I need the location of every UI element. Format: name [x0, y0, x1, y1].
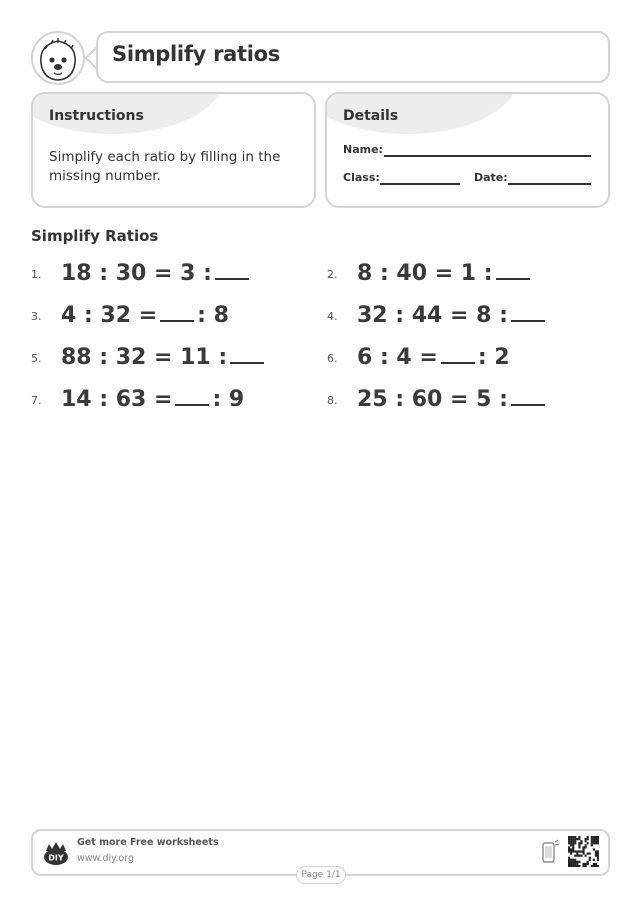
class-label: Class: [343, 171, 380, 184]
date-label: Date: [474, 171, 508, 184]
problem-7 [61, 386, 244, 412]
problem-expression-end: : 2 [477, 345, 510, 370]
problem-5 [61, 344, 267, 370]
details-card [325, 92, 610, 208]
problem-number: 5. [31, 352, 42, 365]
problem-expression: 18 : 30 = 3 : [61, 261, 212, 286]
problem-expression: 32 : 44 = 8 : [357, 303, 508, 328]
problem-expression: 14 : 63 = [61, 387, 173, 412]
problem-4 [357, 302, 548, 328]
answer-blank[interactable] [175, 386, 209, 406]
date-field[interactable] [508, 183, 591, 185]
problem-8 [357, 386, 548, 412]
section-title: Simplify Ratios [31, 227, 159, 245]
problem-expression-end: : 9 [212, 387, 245, 412]
answer-blank[interactable] [230, 344, 264, 364]
qr-code-icon[interactable] [568, 836, 599, 867]
phone-icon [540, 838, 560, 866]
problem-1 [61, 260, 252, 286]
problem-expression-end: : 8 [197, 303, 229, 328]
answer-blank[interactable] [160, 302, 194, 322]
diy-logo-icon [42, 839, 70, 867]
problem-3 [61, 302, 229, 328]
problem-number: 7. [31, 394, 42, 407]
problem-expression: 6 : 4 = [357, 345, 438, 370]
answer-blank[interactable] [511, 386, 545, 406]
problem-number: 4. [327, 310, 338, 323]
answer-blank[interactable] [215, 260, 249, 280]
instructions-text: Simplify each ratio by filling in the missing number. [49, 149, 281, 184]
details-heading: Details [343, 108, 399, 124]
problem-number: 1. [31, 268, 42, 281]
instructions-card [31, 92, 316, 208]
problem-expression: 88 : 32 = 11 : [61, 345, 228, 370]
problem-expression: 25 : 60 = 5 : [357, 387, 508, 412]
name-label: Name: [343, 143, 383, 156]
footer-promo-text: Get more Free worksheets [77, 837, 219, 848]
name-field[interactable] [384, 155, 591, 157]
page-indicator: Page 1/1 [296, 866, 346, 884]
answer-blank[interactable] [496, 260, 530, 280]
problem-number: 2. [327, 268, 338, 281]
page-title: Simplify ratios [112, 42, 280, 66]
diy-logo[interactable] [42, 839, 70, 867]
mascot-avatar [31, 31, 85, 85]
problem-number: 3. [31, 310, 42, 323]
answer-blank[interactable] [511, 302, 545, 322]
footer-url[interactable]: www.diy.org [77, 853, 134, 864]
mascot-icon [33, 33, 83, 83]
class-field[interactable] [380, 183, 460, 185]
problem-2 [357, 260, 533, 286]
problem-number: 6. [327, 352, 338, 365]
problem-expression: 4 : 32 = [61, 303, 158, 328]
answer-blank[interactable] [441, 344, 475, 364]
problem-expression: 8 : 40 = 1 : [357, 261, 493, 286]
problem-6 [357, 344, 510, 370]
problem-number: 8. [327, 394, 338, 407]
logo-text: DIY [48, 853, 64, 863]
instructions-heading: Instructions [49, 108, 144, 124]
